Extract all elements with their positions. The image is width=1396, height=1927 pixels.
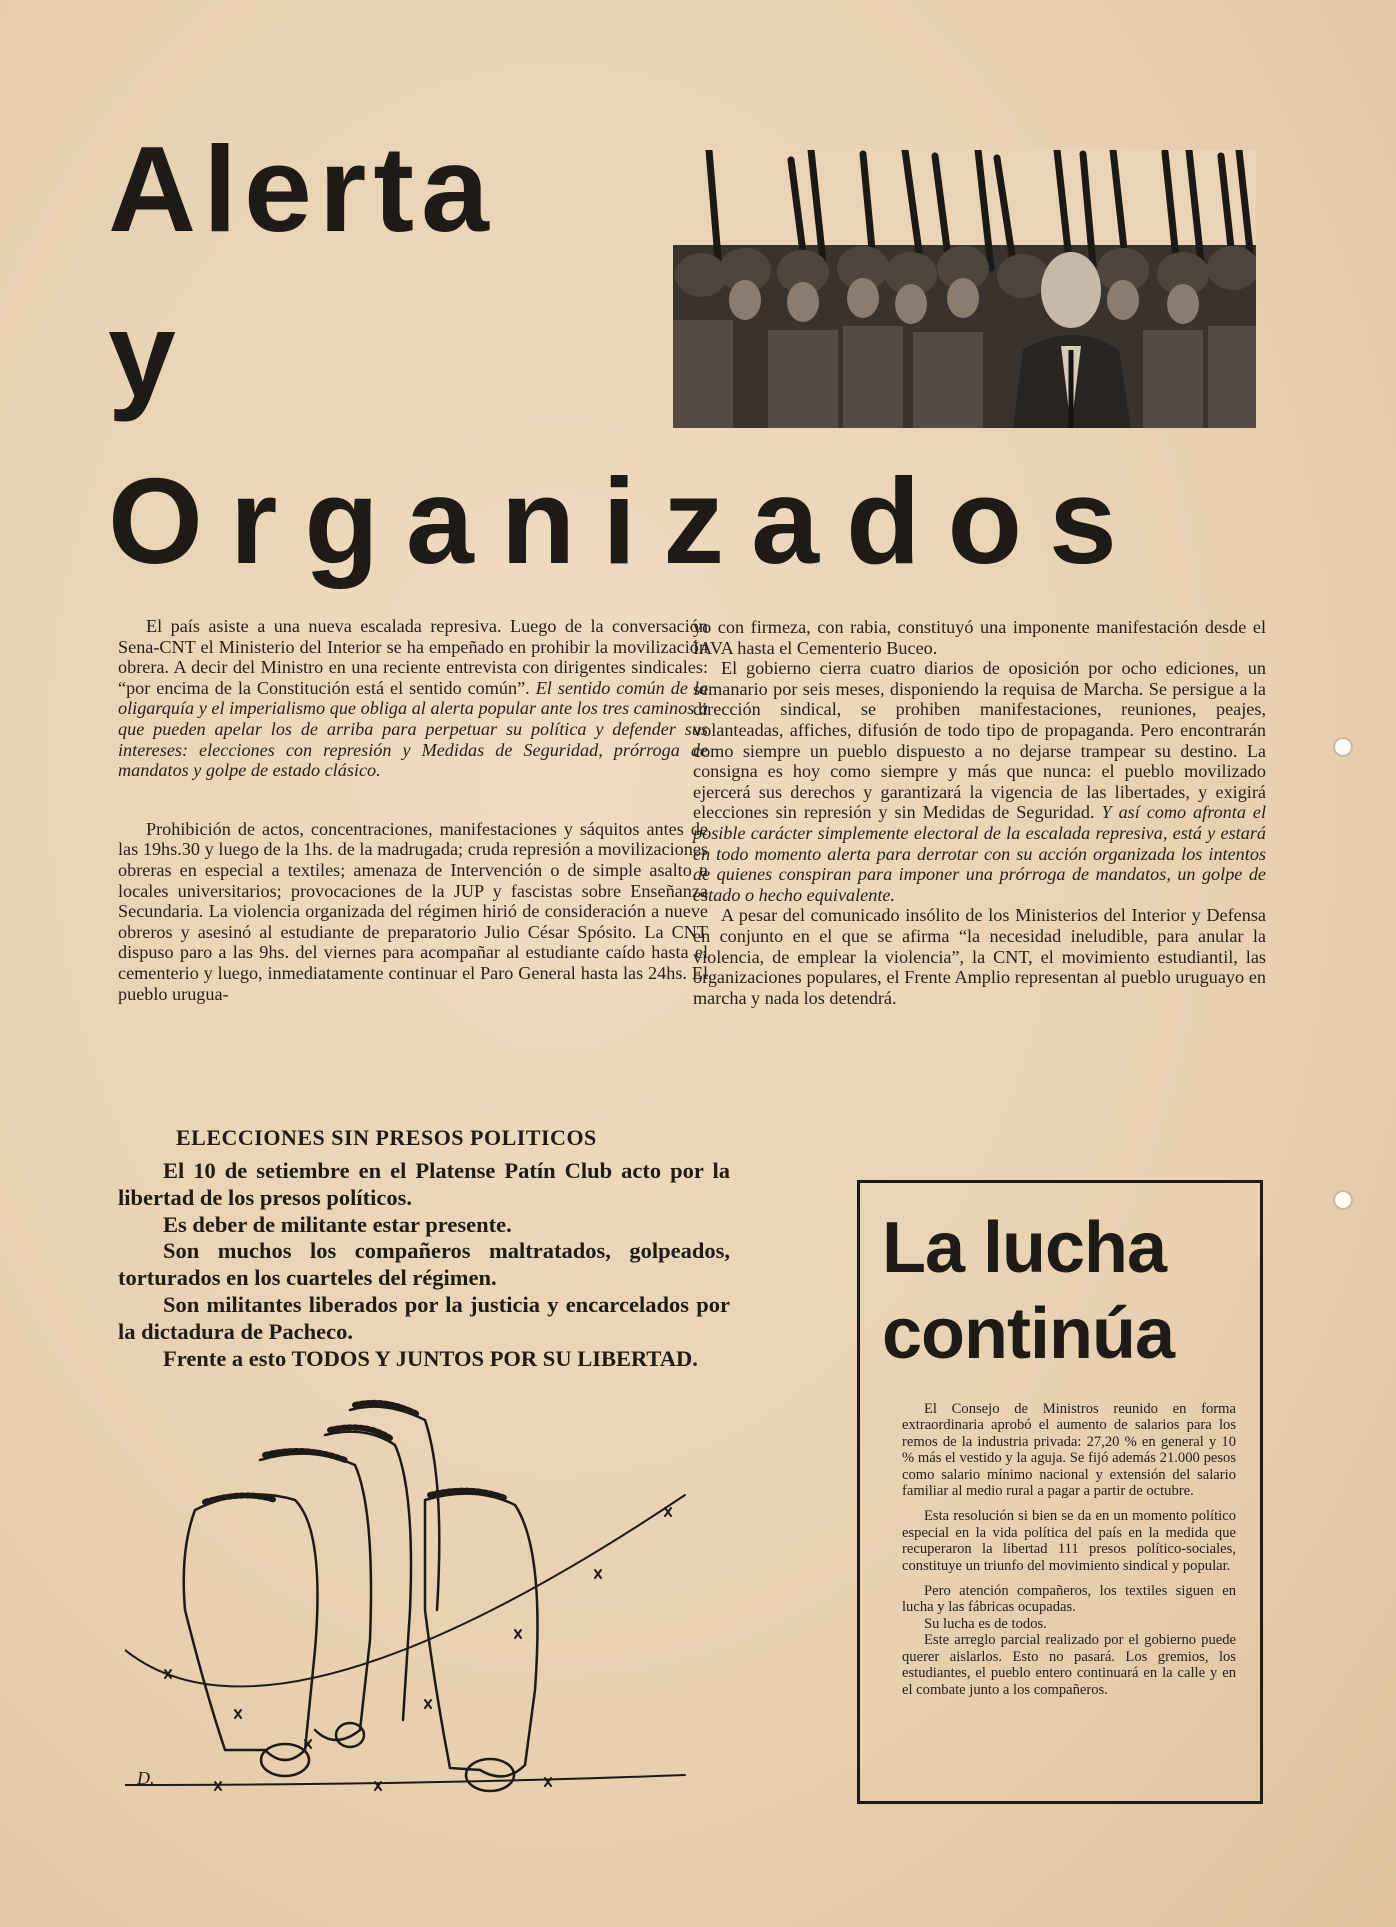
- illustration-signature: D.: [137, 1768, 155, 1788]
- article-text-italic: El sentido común de la oligarquía y el imperialismo que obliga al alerta popular ante los tres caminos a que pueden apelar los de arriba para perpetuar su política y defender sus intereses: elecciones con represión y Medidas de Seguridad, prórroga de mandatos y golpe de estado clásico.: [118, 677, 708, 781]
- lucha-paragraph: Este arreglo parcial realizado por el gobierno puede querer aislarlos. Esto no pasará. Los gremios, los estudiantes, el pueblo entero continuará en la calle y en el combate junto a los compañeros.: [902, 1632, 1236, 1698]
- headline-line-2: y: [108, 286, 176, 422]
- lucha-body: [902, 1401, 1236, 1707]
- soldiers-photo: [673, 150, 1256, 428]
- article-paragraph: Prohibición de actos, concentraciones, manifestaciones y sáquitos antes de las 19hs.30 y luego de la 1hs. de la madrugada; cruda represión a movilizaciones obreras en especial a textiles; amenaza de Intervención o de simple asalto a locales universitarios; provocaciones de la JUP y fascistas sobre Enseñanza Secundaria. La violencia organizada del régimen hirió de consideración a nueve obreros y asesinó al estudiante de preparatorio Julio César Spósito. La CNT dispuso paro a las 9hs. del viernes para acompañar al estudiante caído hasta el cementerio y luego, inmediatamente continuar el Paro General hasta las 24hs. El pueblo urugua-: [118, 818, 708, 1004]
- lucha-paragraph: Su lucha es de todos.: [924, 1615, 1047, 1632]
- lucha-title: La lucha continúa: [882, 1208, 1174, 1374]
- article-paragraph: [693, 658, 1266, 905]
- elecciones-paragraph: Son muchos los compañeros maltratados, golpeados, torturados en los cuarteles del régimen.: [118, 1238, 730, 1291]
- elecciones-title: ELECCIONES SIN PRESOS POLITICOS: [176, 1125, 597, 1150]
- article-text: El gobierno cierra cuatro diarios de oposición por ocho ediciones, un semanario por seis meses, disponiendo la requisa de Marcha. Se persigue a la dirección sindical, se prohiben manifestaciones, reuniones, peajes, volanteadas, affiches, difusión de todo tipo de propaganda. Pero encontrarán como siempre un pueblo dispuesto a no dejarse trampear su destino. La consigna es hoy como siempre y más que nunca: el pueblo movilizado ejercerá sus derechos y garantizará la vigencia de las libertades, y exigirá elecciones sin represión y sin Medidas de Seguridad.: [693, 658, 1266, 823]
- article-text-italic: Y así como afronta el posible carácter simplemente electoral de la escalada represiva, está y estará en todo momento alerta para derrotar con su acción organizada los intentos de quienes conspiran para imponer una prórroga de mandatos, un golpe de estado o hecho equivalente.: [693, 802, 1266, 905]
- lucha-paragraph: El Consejo de Ministros reunido en forma extraordinaria aprobó el aumento de salarios para los remos de la industria privada: 27,20 % en general y 10 % más el vestido y la aguja. Se fijó además 21.000 pesos como salario mínimo nacional y extensión del salario familiar al medio rural a pagar a partir de octubre.: [902, 1401, 1236, 1500]
- article-paragraph: A pesar del comunicado insólito de los Ministerios del Interior y Defensa en conjunto en el que se afirma “la necesidad ineludible, para anular la violencia, de emplear la violencia”, la CNT, el movimiento estudiantil, las organizaciones populares, el Frente Amplio representan al pueblo uruguayo en marcha y nada los detendrá.: [693, 905, 1266, 1008]
- article-column-left: [118, 616, 708, 1004]
- punch-hole: [1333, 1190, 1353, 1210]
- elecciones-paragraph: Frente a esto TODOS Y JUNTOS POR SU LIBERTAD.: [163, 1345, 698, 1371]
- prisoners-illustration: [125, 1390, 725, 1800]
- lucha-paragraph: Pero atención compañeros, los textiles siguen en lucha y las fábricas ocupadas.: [902, 1583, 1236, 1616]
- lucha-box: [857, 1180, 1263, 1804]
- headline-line-3: Organizados: [108, 453, 1144, 589]
- headline-line-1: Alerta: [108, 121, 496, 257]
- elecciones-paragraph: Son militantes liberados por la justicia y encarcelados por la dictadura de Pacheco.: [118, 1291, 730, 1344]
- punch-hole: [1333, 737, 1353, 757]
- article-paragraph: yo con firmeza, con rabia, constituyó una imponente manifestación desde el IAVA hasta el Cementerio Buceo.: [693, 617, 1266, 658]
- elecciones-paragraph: El 10 de setiembre en el Platense Patín Club acto por la libertad de los presos políticos.: [118, 1158, 730, 1210]
- lucha-paragraph: Esta resolución si bien se da en un momento político especial en la vida política del país en la medida que recuperaron la libertad 111 presos político-sociales, constituye un triunfo del movimiento sindical y popular.: [902, 1508, 1236, 1574]
- elecciones-paragraph: Es deber de militante estar presente.: [163, 1211, 512, 1237]
- soldiers-photo-image: [673, 150, 1256, 428]
- elecciones-body: [118, 1158, 730, 1372]
- article-paragraph: [118, 616, 708, 781]
- article-column-right: [693, 617, 1266, 1008]
- article-text: El país asiste a una nueva escalada represiva. Luego de la conversación Sena-CNT el Ministerio del Interior se ha empeñado en prohibir la movilización obrera. A decir del Ministro en una reciente entrevista con dirigentes sindicales: “por encima de la Constitución está el sentido común”.: [118, 616, 708, 698]
- prisoners-drawing: [125, 1390, 725, 1800]
